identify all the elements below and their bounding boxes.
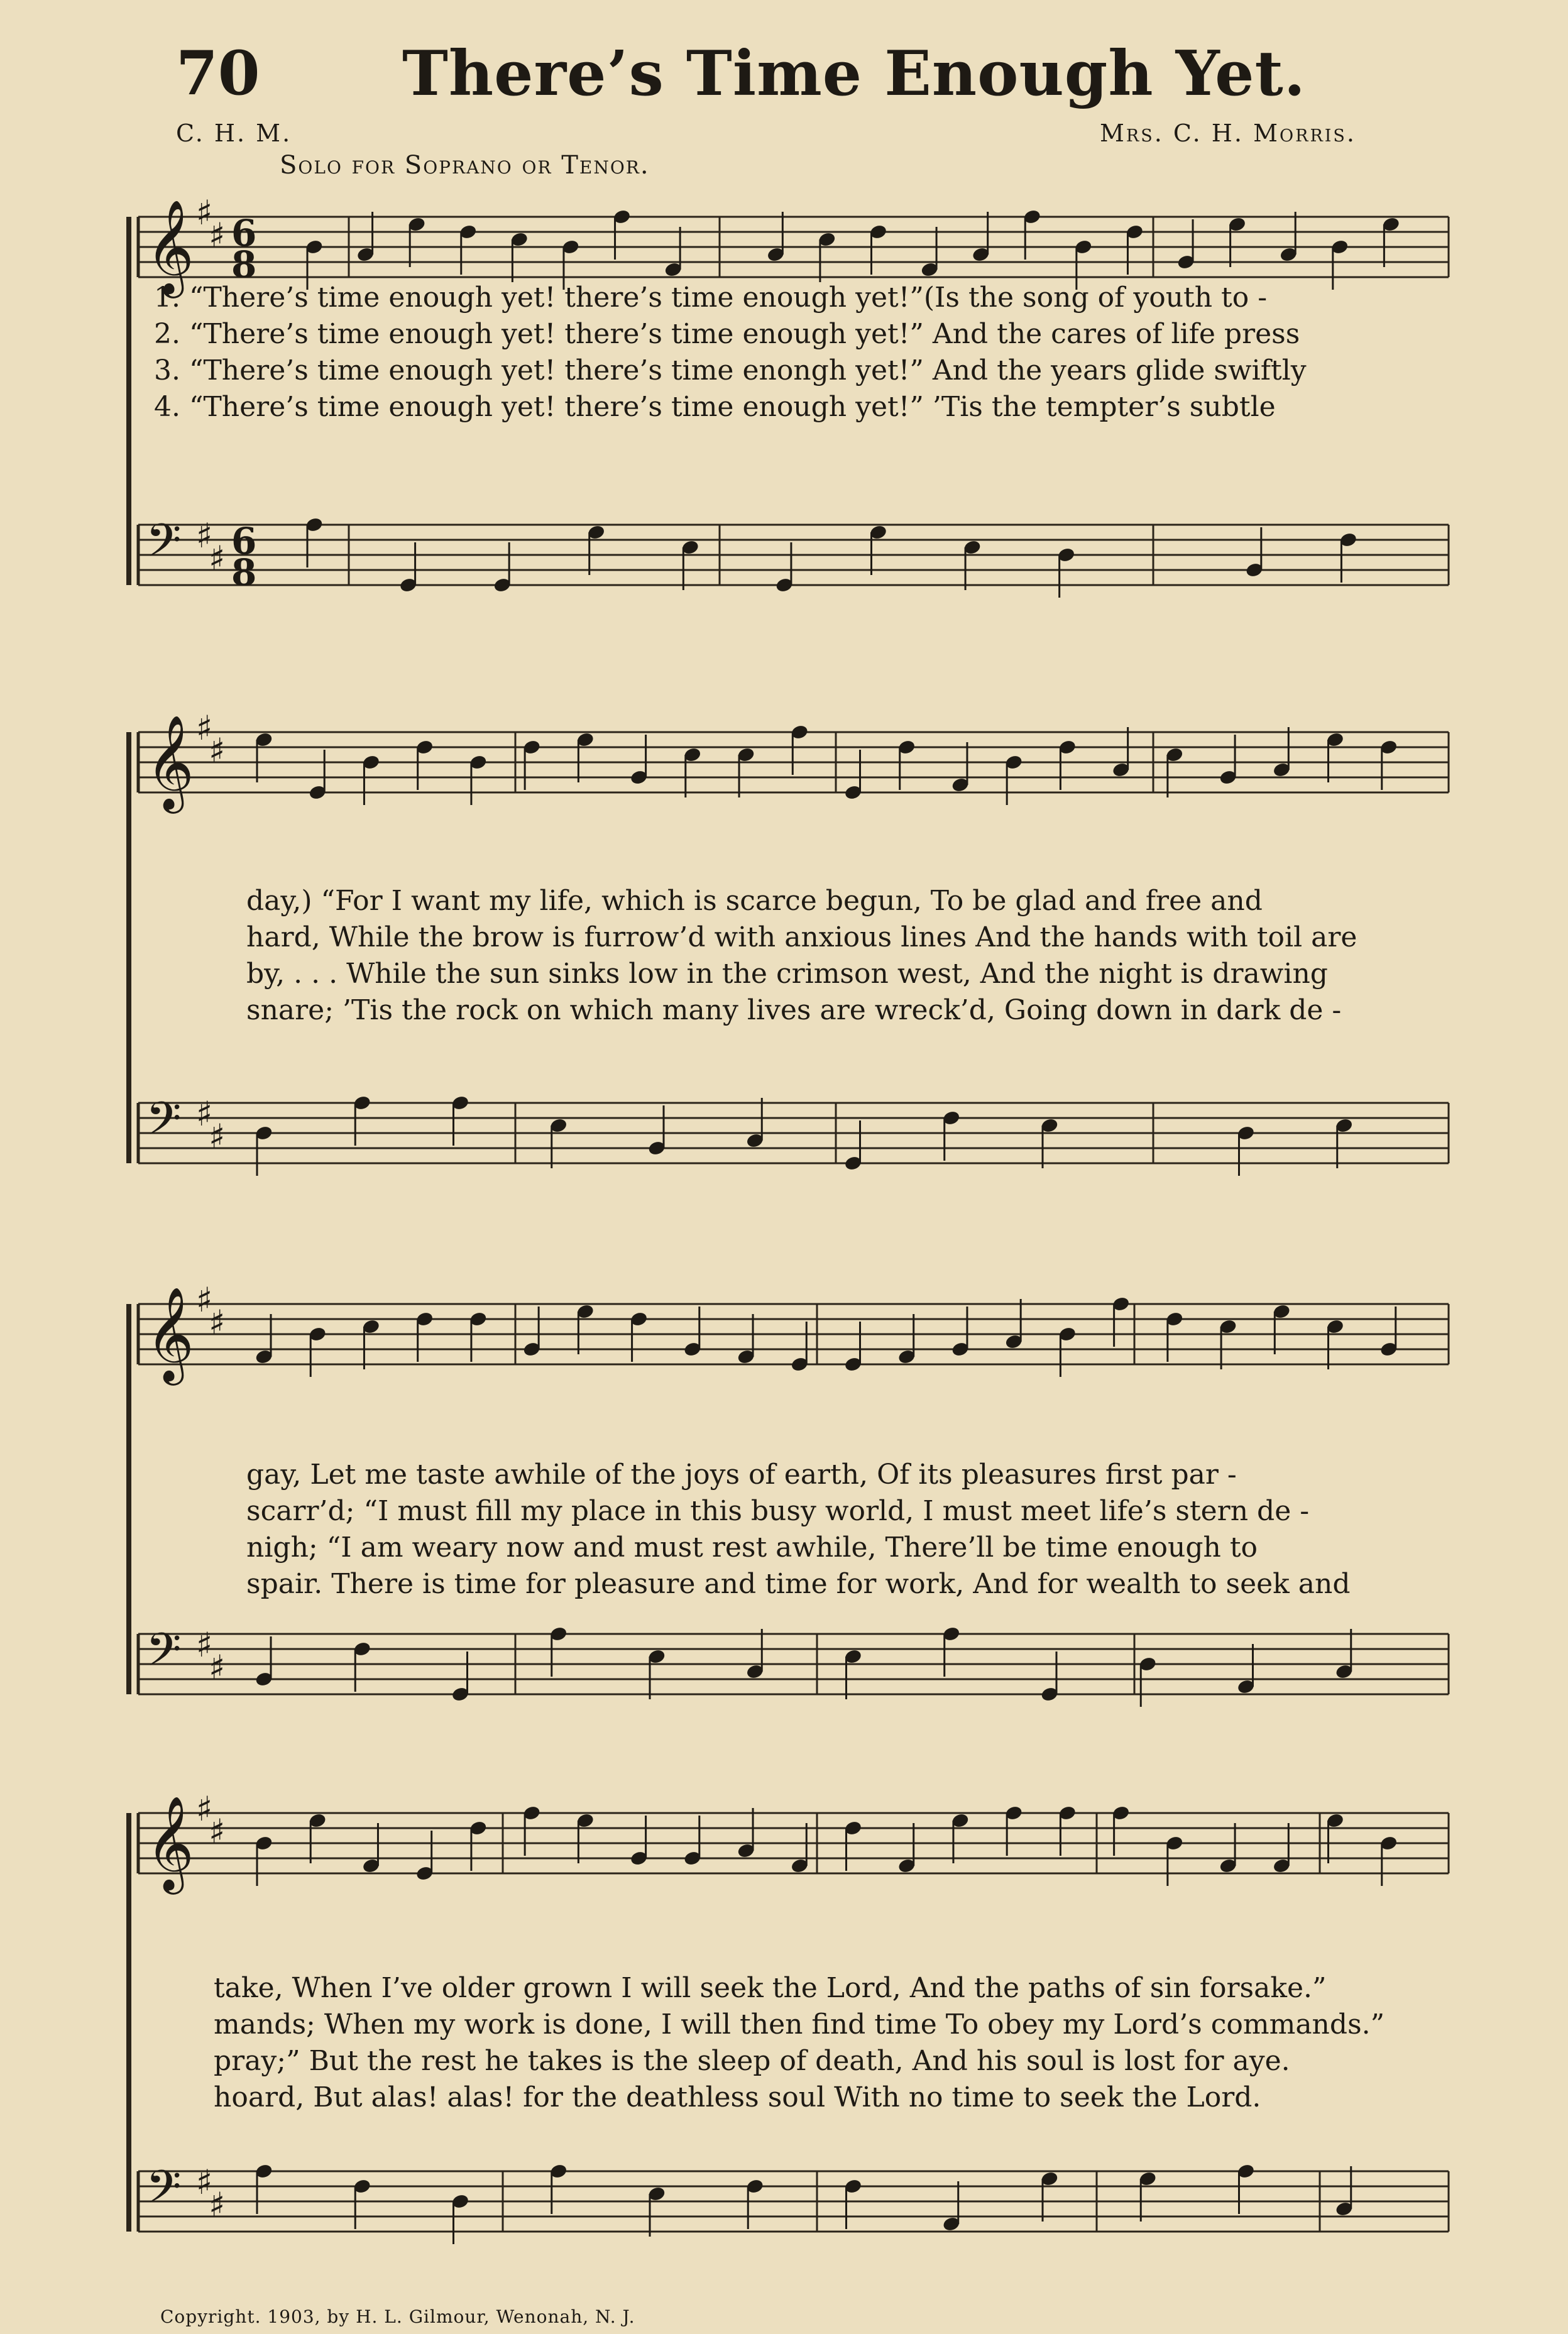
lyric-line: scarr’d; “I must fill my place in this busy world, I must meet life’s stern de - xyxy=(246,1495,1310,1527)
music-credit: C. H. M. xyxy=(176,119,292,147)
sharp-icon: ♯ xyxy=(209,1648,226,1687)
sharp-icon: ♯ xyxy=(209,216,226,255)
time-signature-bottom: 8 xyxy=(231,243,257,286)
sharp-icon: ♯ xyxy=(209,1303,226,1342)
lyric-line: nigh; “I am weary now and must rest awhile, There’ll be time enough to xyxy=(246,1531,1258,1564)
lyric-line: spair. There is time for pleasure and time for work, And for wealth to seek and xyxy=(246,1568,1351,1600)
hymn-number: 70 xyxy=(176,38,260,109)
time-signature-top: 6 xyxy=(231,520,257,562)
lyric-line: 1. “There’s time enough yet! there’s time enough yet!”(Is the song of youth to - xyxy=(154,282,1268,314)
lyric-line: pray;” But the rest he takes is the sleep of death, And his soul is lost for aye. xyxy=(214,2045,1290,2077)
treble-clef-icon: 𝄞 xyxy=(146,1795,194,1890)
lyrics-system-3 xyxy=(0,1457,1568,1620)
bass-clef-icon: 𝄢 xyxy=(146,2160,182,2225)
bass-clef-icon: 𝄢 xyxy=(146,513,182,578)
performance-note: Solo for Soprano or Tenor. xyxy=(280,151,650,180)
lyric-line: day,) “For I want my life, which is scarce begun, To be glad and free and xyxy=(246,885,1263,917)
treble-clef-icon: 𝄞 xyxy=(146,199,194,294)
sharp-icon: ♯ xyxy=(209,2185,226,2225)
lyric-line: take, When I’ve older grown I will seek the Lord, And the paths of sin forsake.” xyxy=(214,1972,1327,2004)
bass-clef-icon: 𝄢 xyxy=(146,1623,182,1687)
sharp-icon: ♯ xyxy=(196,1789,213,1829)
time-signature-bottom: 8 xyxy=(231,551,257,594)
lyric-line: by, . . . While the sun sinks low in the crimson west, And the night is drawing xyxy=(246,958,1328,990)
copyright-notice: Copyright. 1903, by H. L. Gilmour, Wenonah, N. J. xyxy=(160,2306,635,2327)
sharp-icon: ♯ xyxy=(196,1094,213,1134)
sharp-icon: ♯ xyxy=(209,539,226,578)
lyric-line: 4. “There’s time enough yet! there’s time enough yet!” ’Tis the tempter’s subtle xyxy=(154,391,1276,423)
lyric-line: 2. “There’s time enough yet! there’s time enough yet!” And the cares of life press xyxy=(154,318,1300,350)
sharp-icon: ♯ xyxy=(196,193,213,233)
lyrics-system-2 xyxy=(0,883,1568,1046)
time-signature-top: 6 xyxy=(231,212,257,255)
sharp-icon: ♯ xyxy=(196,2162,213,2202)
sharp-icon: ♯ xyxy=(196,516,213,556)
treble-clef-icon: 𝄞 xyxy=(146,1286,194,1381)
sharp-icon: ♯ xyxy=(196,1625,213,1665)
sharp-icon: ♯ xyxy=(196,1280,213,1320)
words-credit: Mrs. C. H. Morris. xyxy=(1100,119,1357,147)
lyric-line: mands; When my work is done, I will then find time To obey my Lord’s commands.” xyxy=(214,2008,1385,2041)
sharp-icon: ♯ xyxy=(209,1812,226,1851)
lyrics-system-1 xyxy=(0,280,1568,443)
treble-clef-icon: 𝄞 xyxy=(146,714,194,809)
lyric-line: hard, While the brow is furrow’d with anxious lines And the hands with toil are xyxy=(246,921,1357,953)
sharp-icon: ♯ xyxy=(196,708,213,748)
lyric-line: 3. “There’s time enough yet! there’s time enongh yet!” And the years glide swiftly xyxy=(154,354,1307,386)
sharp-icon: ♯ xyxy=(209,731,226,770)
sharp-icon: ♯ xyxy=(209,1117,226,1156)
lyric-line: gay, Let me taste awhile of the joys of earth, Of its pleasures first par - xyxy=(246,1459,1237,1491)
lyrics-system-4 xyxy=(0,1970,1568,2134)
hymn-title: There’s Time Enough Yet. xyxy=(402,38,1306,110)
bass-clef-icon: 𝄢 xyxy=(146,1092,182,1156)
lyric-line: snare; ’Tis the rock on which many lives are wreck’d, Going down in dark de - xyxy=(246,994,1342,1026)
lyric-line: hoard, But alas! alas! for the deathless soul With no time to seek the Lord. xyxy=(214,2081,1261,2113)
